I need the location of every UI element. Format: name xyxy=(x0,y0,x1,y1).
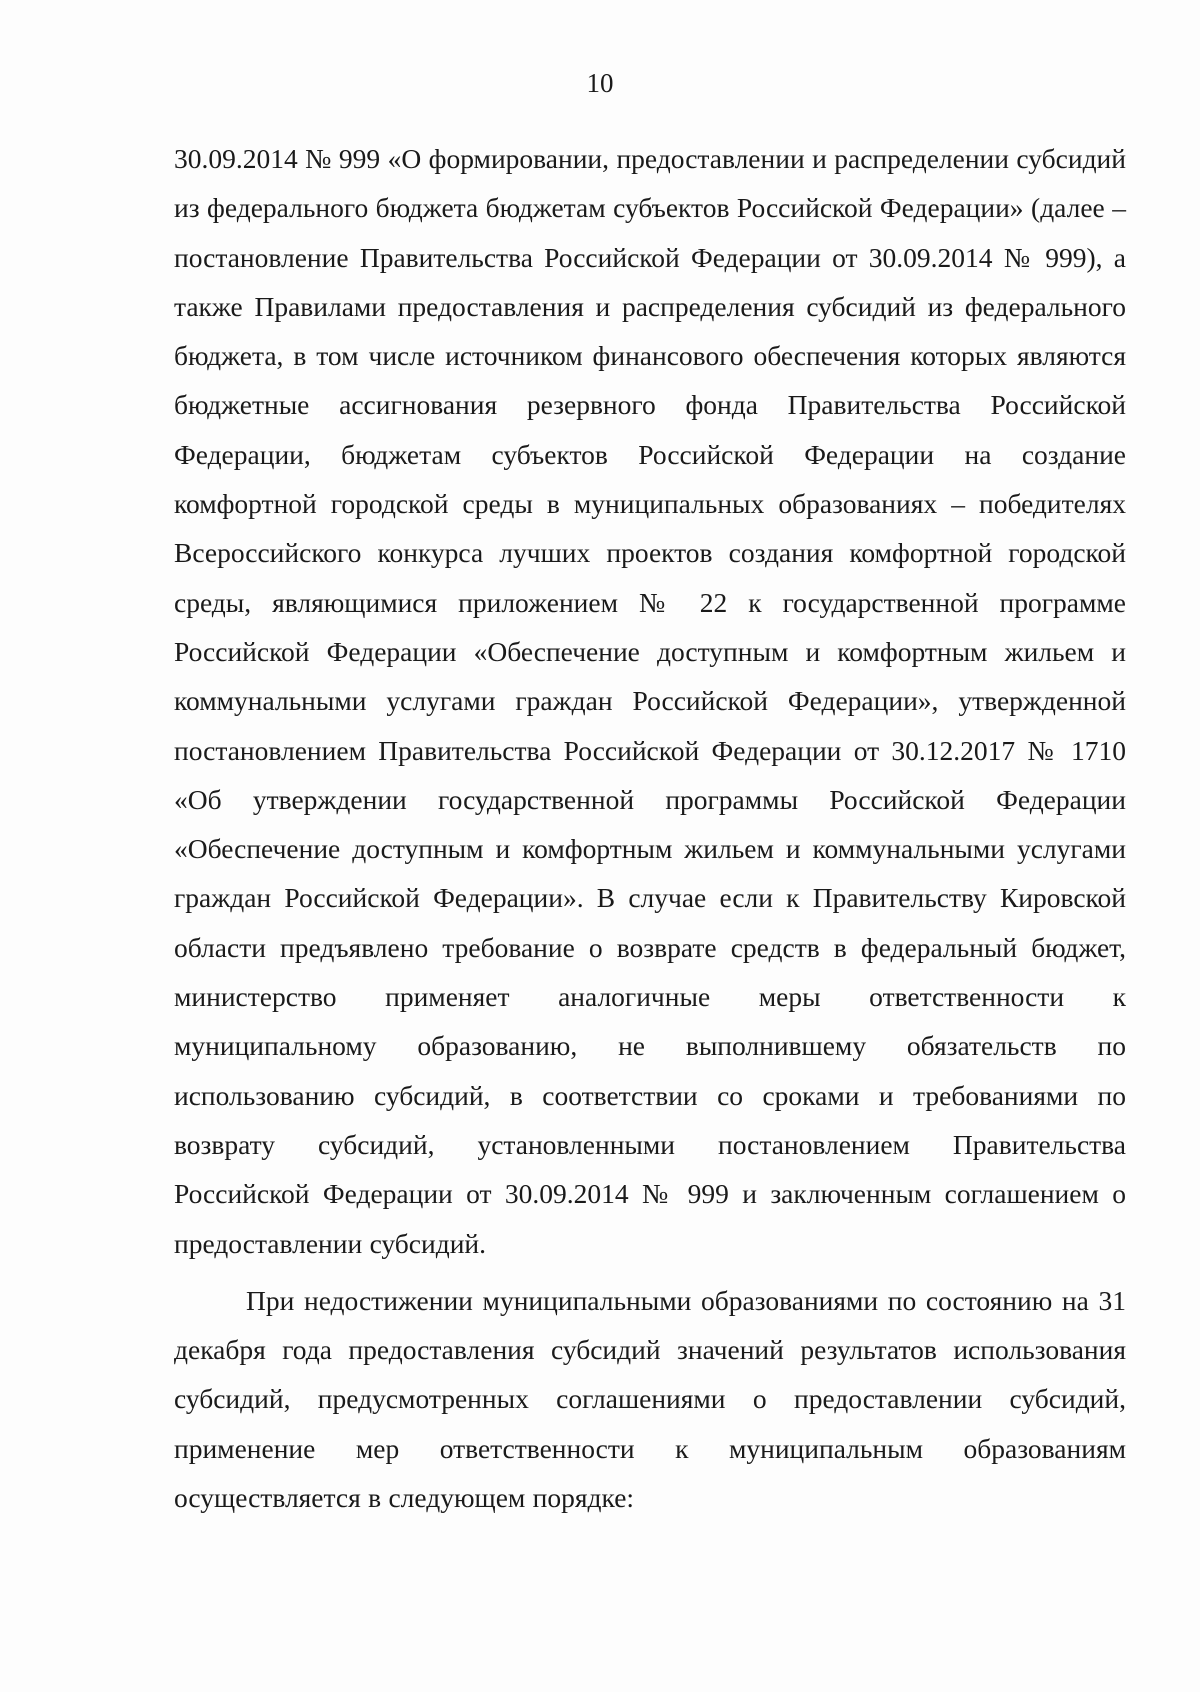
paragraph-responsibility-order: При недостижении муниципальными образованиями по состоянию на 31 декабря года предоставления субсидий значений результатов использования субсидий, предусмотренных соглашениями о предоставлении субсидий, применение мер ответственности к муниципальным образованиям осуществляется в следующем порядке: xyxy=(174,1284,1126,1514)
paragraph-continuation: 30.09.2014 № 999 «О формировании, предоставлении и распределении субсидий из федерального бюджета бюджетам субъектов Российской Федерации» (далее – постановление Правительства Российской Федерации от 30.09.2014 № 999), а также Правилами предоставления и распределения субсидий из федерального бюджета, в том числе источником финансового обеспечения которых являются бюджетные ассигнования резервного фонда Правительства Российской Федерации, бюджетам субъектов Российской Федерации на создание комфортной городской среды в муниципальных образованиях – победителях Всероссийского конкурса лучших проектов создания комфортной городской среды, являющимися приложением № 22 к государственной программе Российской Федерации «Обеспечение доступным и комфортным жильем и коммунальными услугами граждан Российской Федерации», утвержденной постановлением Правительства Российской Федерации от 30.12.2017 № 1710 «Об утверждении государственной программы Российской Федерации «Обеспечение доступным и комфортным жильем и коммунальными услугами граждан Российской Федерации». В случае если к Правительству Кировской области предъявлено требование о возврате средств в федеральный бюджет, министерство применяет аналогичные меры ответственности к муниципальному образованию, не выполнившему обязательств по использованию субсидий, в соответствии со сроками и требованиями по возврату субсидий, установленными постановлением Правительства Российской Федерации от 30.09.2014 № 999 и заключенным соглашением о предоставлении субсидий. xyxy=(174,143,1126,1259)
document-body xyxy=(174,134,1126,1522)
page-number: 10 xyxy=(586,68,614,98)
